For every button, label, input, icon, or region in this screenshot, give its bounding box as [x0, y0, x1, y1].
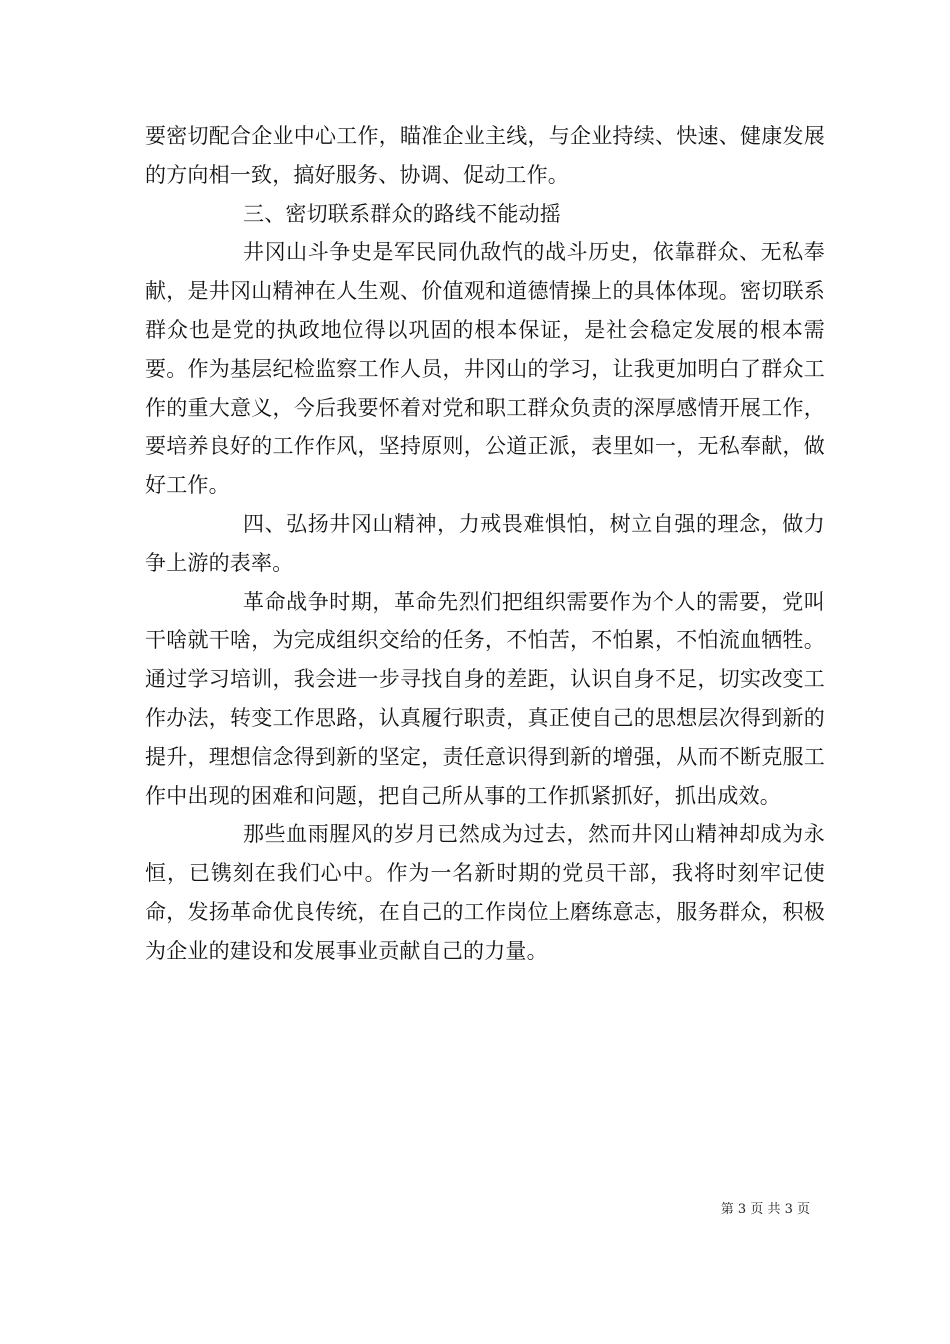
- paragraph-continuation: 要密切配合企业中心工作，瞄准企业主线，与企业持续、快速、健康发展的方向相一致，搞好服务、协调、促动工作。: [145, 124, 825, 187]
- paragraph-revolution: 革命战争时期，革命先烈们把组织需要作为个人的需要，党叫干啥就干啥，为完成组织交给的任务，不怕苦，不怕累，不怕流血牺牲。通过学习培训，我会进一步寻找自身的差距，认识自身不足，切实改变工作办法，转变工作思路，认真履行职责，真正使自己的思想层次得到新的提升，理想信念得到新的坚定，责任意识得到新的增强，从而不断克服工作中出现的困难和问题，把自己所从事的工作抓紧抓好，抓出成效。: [145, 589, 825, 808]
- section-heading-three: 三、密切联系群众的路线不能动摇: [243, 201, 561, 226]
- section-heading-four: 四、弘扬井冈山精神，力戒畏难惧怕，树立自强的理念，做力争上游的表率。: [145, 511, 825, 575]
- page-number-footer: 第 3 页 共 3 页: [720, 1202, 810, 1217]
- paragraph-conclusion: 那些血雨腥风的岁月已然成为过去，然而井冈山精神却成为永恒，已镌刻在我们心中。作为一名新时期的党员干部，我将时刻牢记使命，发扬革命优良传统，在自己的工作岗位上磨练意志，服务群众，积极为企业的建设和发展事业贡献自己的力量。: [145, 822, 825, 963]
- document-body: [145, 117, 825, 971]
- paragraph-mass-line: 井冈山斗争史是军民同仇敌忾的战斗历史，依靠群众、无私奉献，是井冈山精神在人生观、价值观和道德情操上的具体体现。密切联系群众也是党的执政地位得以巩固的根本保证，是社会稳定发展的根本需要。作为基层纪检监察工作人员，井冈山的学习，让我更加明白了群众工作的重大意义，今后我要怀着对党和职工群众负责的深厚感情开展工作，要培养良好的工作作风，坚持原则，公道正派，表里如一，无私奉献，做好工作。: [145, 240, 825, 498]
